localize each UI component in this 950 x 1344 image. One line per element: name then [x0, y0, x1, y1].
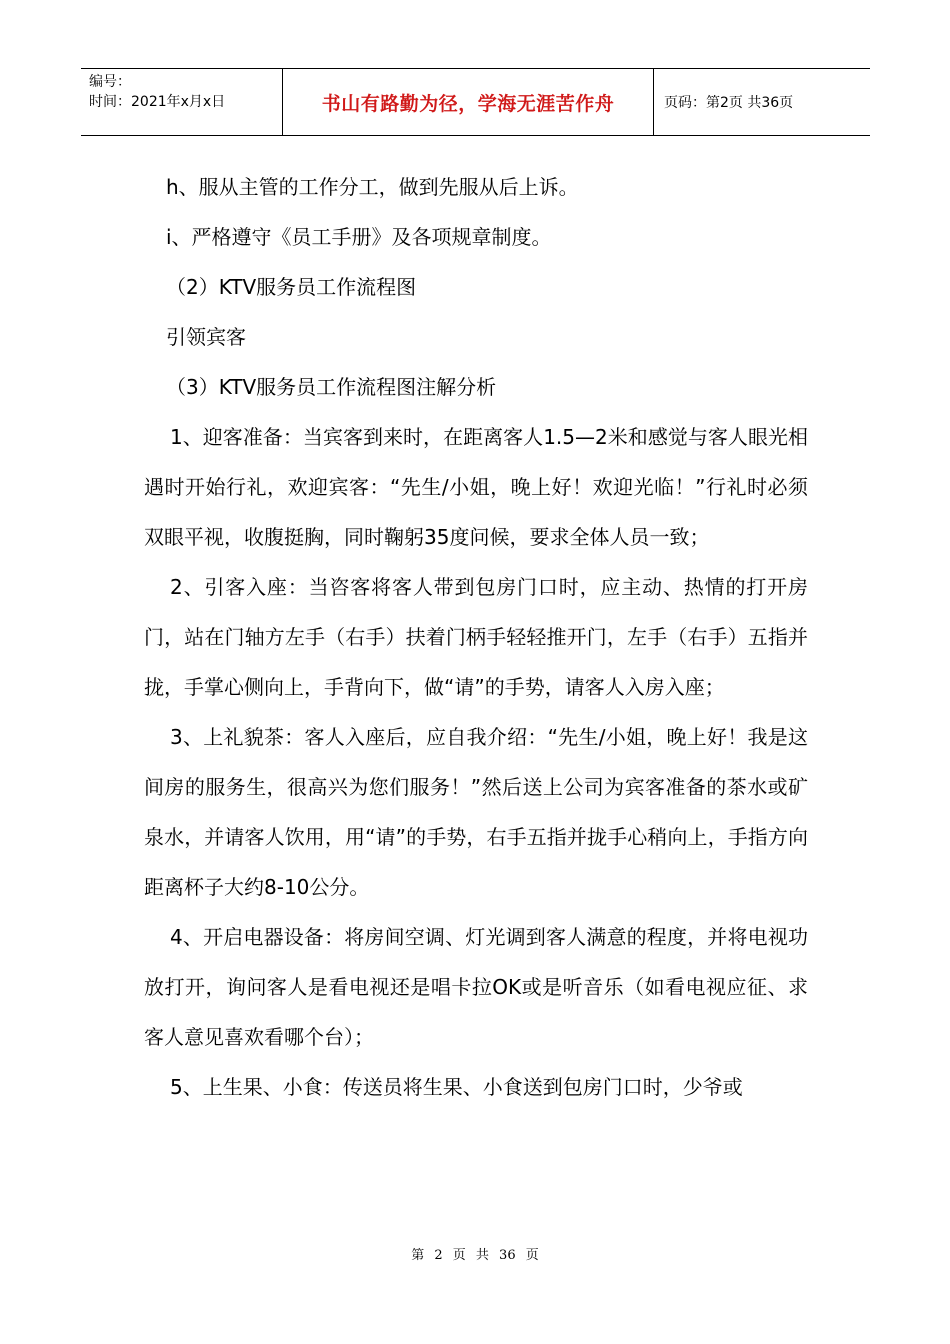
- section-heading-2: （2）KTV服务员工作流程图: [166, 275, 417, 299]
- header-meta: [81, 69, 282, 135]
- header-motto: 书山有路勤为径，学海无涯苦作舟: [321, 92, 615, 115]
- step-2-paragraph: 2、引客入座：当咨客将客人带到包房门口时，应主动、热情的打开房门，站在门轴方左手（右手）扶着门柄手轻轻推开门，左手（右手）五指并拢，手掌心侧向上，手背向下，做“请”的手势，请客人入房入座；: [144, 575, 808, 699]
- paragraph-item-h: h、服从主管的工作分工，做到先服从后上诉。: [166, 175, 579, 199]
- document-number-label: 编号：: [89, 74, 131, 90]
- page-footer: [0, 1244, 950, 1263]
- step-4-paragraph: 4、开启电器设备：将房间空调、灯光调到客人满意的程度，并将电视功放打开，询问客人是看电视还是唱卡拉OK或是听音乐（如看电视应征、求客人意见喜欢看哪个台）；: [144, 925, 808, 1049]
- section-heading-3: （3）KTV服务员工作流程图注解分析: [166, 375, 497, 399]
- document-header: [81, 68, 870, 136]
- header-motto-cell: [282, 69, 654, 135]
- document-date: 时间：2021年x月x日: [89, 94, 226, 110]
- footer-page-number: 第 2 页 共 36 页: [411, 1248, 539, 1263]
- paragraph-item-i: i、严格遵守《员工手册》及各项规章制度。: [166, 225, 552, 249]
- header-page-info: 页码：第2页 共36页: [664, 95, 794, 111]
- step-1-paragraph: 1、迎客准备：当宾客到来时，在距离客人1.5—2米和感觉与客人眼光相遇时开始行礼，欢迎宾客：“先生/小姐，晚上好！欢迎光临！”行礼时必须双眼平视，收腹挺胸，同时鞠躬35度问候，要求全体人员一致；: [144, 425, 808, 549]
- step-5-paragraph: 5、上生果、小食：传送员将生果、小食送到包房门口时，少爷或: [170, 1075, 743, 1099]
- flowchart-step-label: 引领宾客: [166, 325, 246, 349]
- header-page-info-cell: [654, 69, 870, 135]
- document-body: [144, 162, 808, 1112]
- step-3-paragraph: 3、上礼貌茶：客人入座后，应自我介绍：“先生/小姐，晚上好！我是这间房的服务生，很高兴为您们服务！”然后送上公司为宾客准备的茶水或矿泉水，并请客人饮用，用“请”的手势，右手五指并拢手心稍向上，手指方向距离杯子大约8-10公分。: [144, 725, 808, 899]
